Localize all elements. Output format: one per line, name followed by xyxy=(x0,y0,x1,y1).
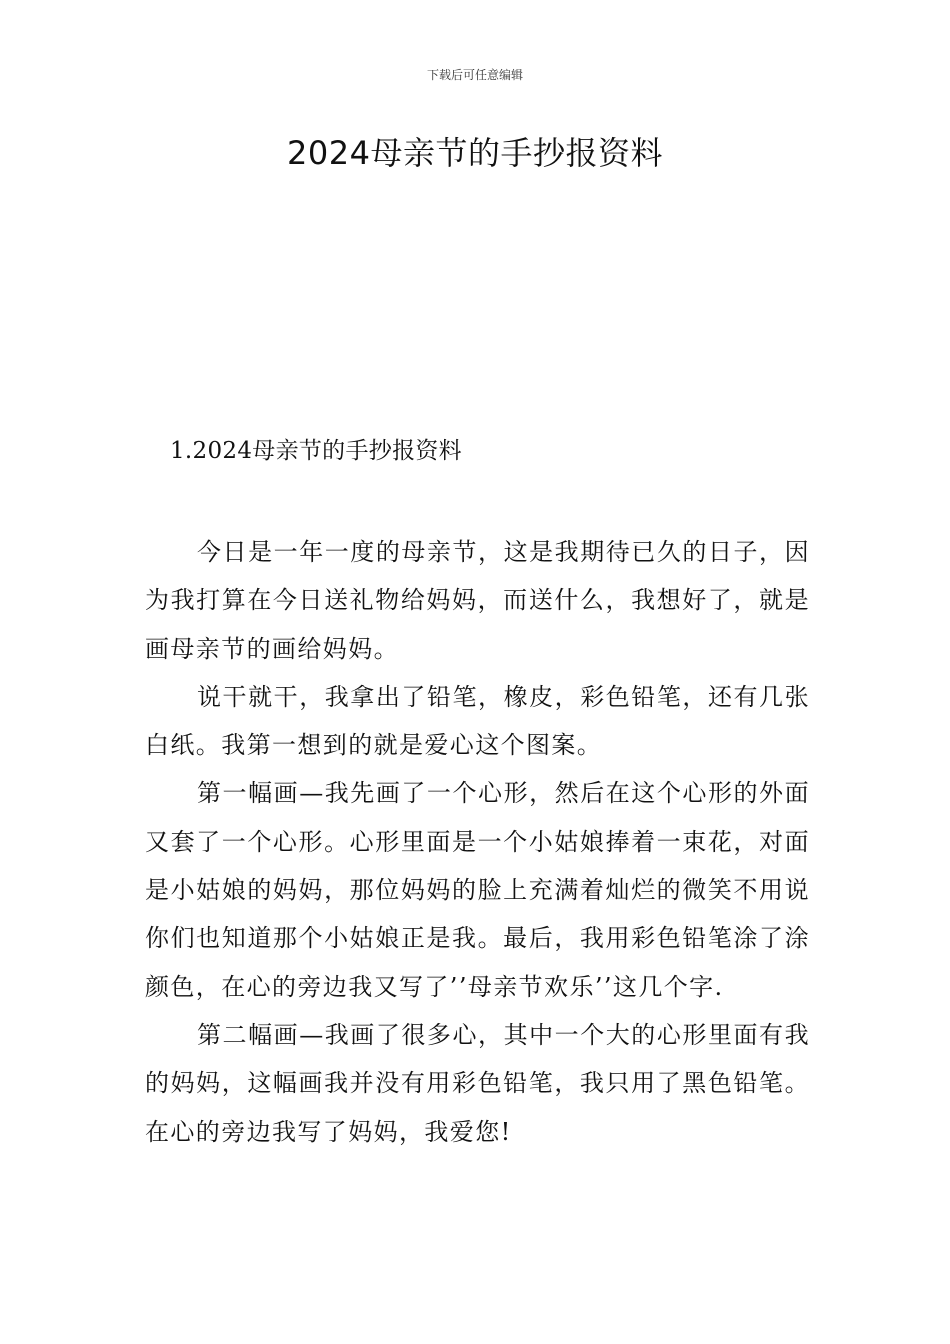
paragraph: 今日是一年一度的母亲节，这是我期待已久的日子，因为我打算在今日送礼物给妈妈，而送什么，我想好了，就是画母亲节的画给妈妈。 xyxy=(145,538,810,663)
paragraph: 第二幅画—我画了很多心，其中一个大的心形里面有我的妈妈，这幅画我并没有用彩色铅笔，我只用了黑色铅笔。在心的旁边我写了妈妈，我爱您! xyxy=(145,1020,810,1146)
section-heading: 1.2024母亲节的手抄报资料 xyxy=(170,438,462,464)
paragraph: 第一幅画—我先画了一个心形，然后在这个心形的外面又套了一个心形。心形里面是一个小姑娘捧着一束花，对面是小姑娘的妈妈，那位妈妈的脸上充满着灿烂的微笑不用说你们也知道那个小姑娘正是我。最后，我用彩色铅笔涂了涂颜色，在心的旁边我又写了’’母亲节欢乐’’这几个字. xyxy=(145,779,810,1001)
header-note: 下载后可任意编辑 xyxy=(426,68,523,82)
body-text xyxy=(145,528,810,1156)
document-title: 2024母亲节的手抄报资料 xyxy=(287,134,663,172)
paragraph: 说干就干，我拿出了铅笔，橡皮，彩色铅笔，还有几张白纸。我第一想到的就是爱心这个图案。 xyxy=(145,682,810,760)
